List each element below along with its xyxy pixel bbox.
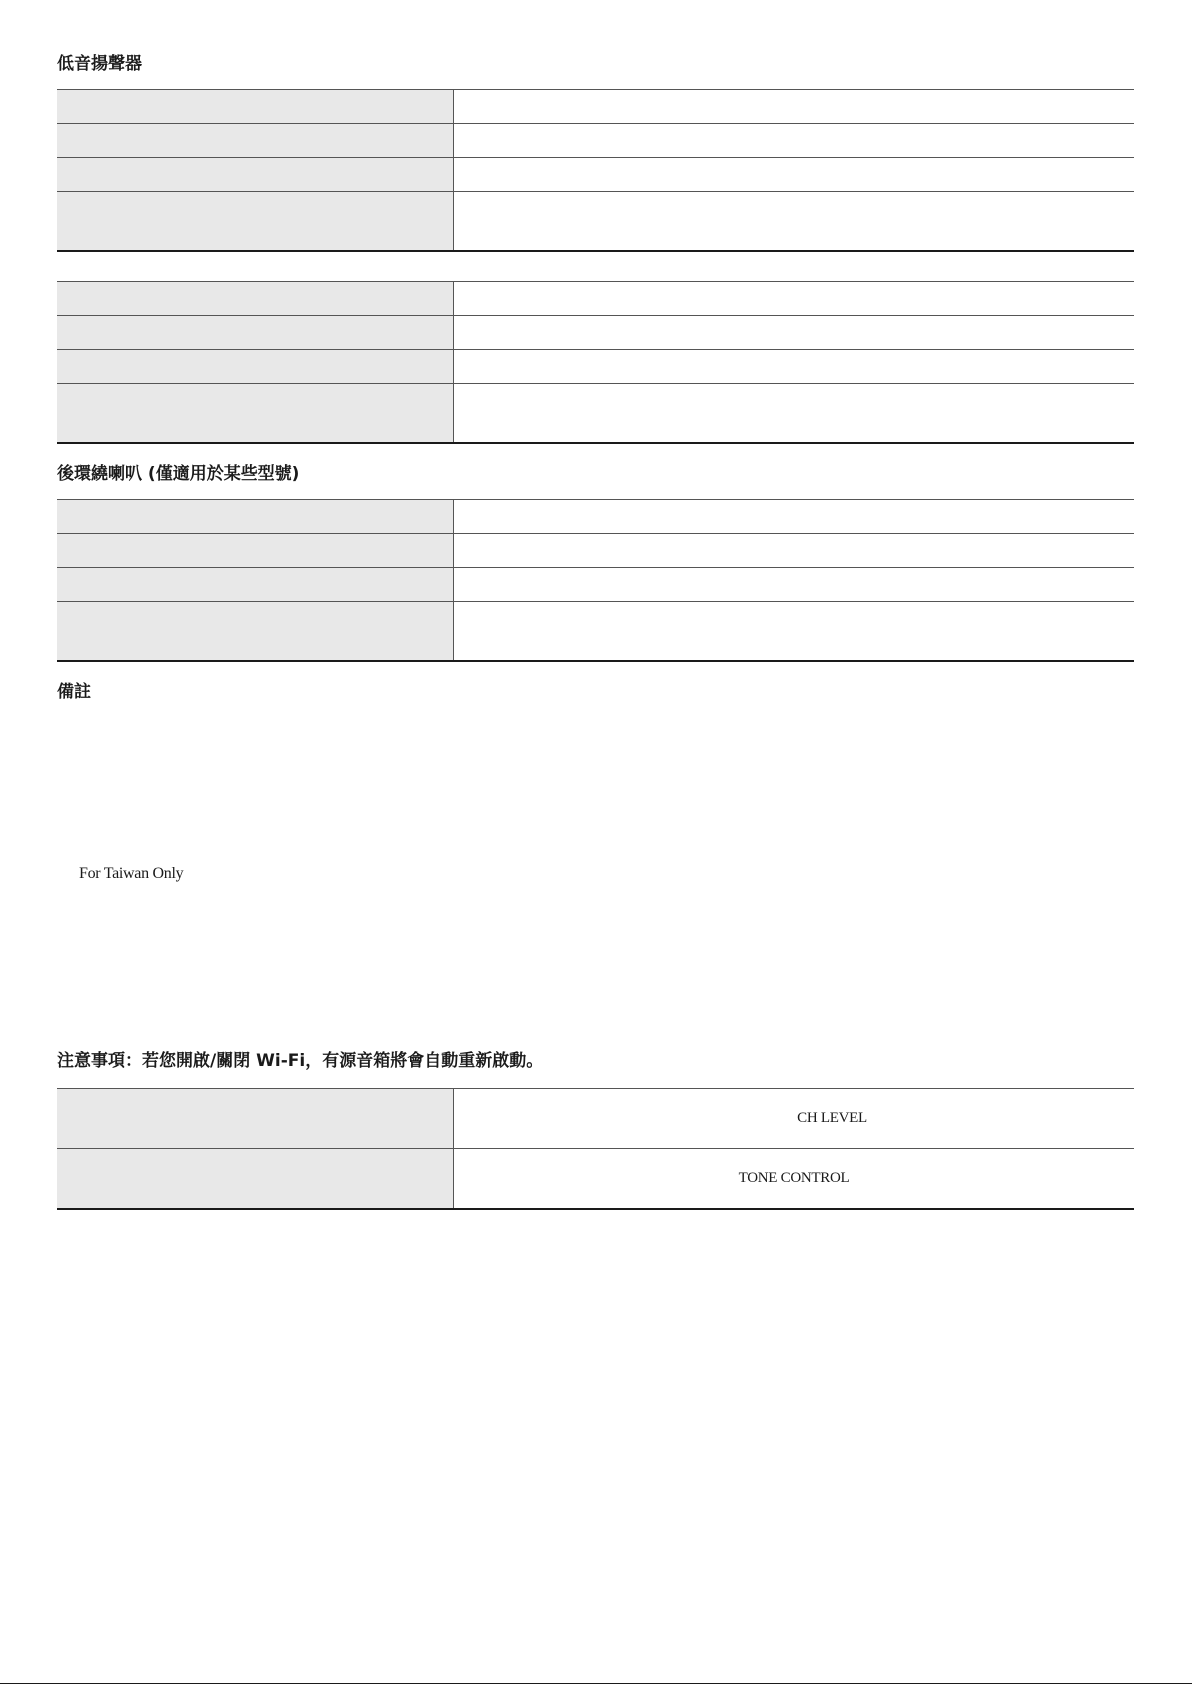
spec-label	[57, 602, 454, 662]
table-row	[57, 124, 1134, 158]
table-row	[57, 1089, 1134, 1149]
table-row	[57, 316, 1134, 350]
spec-value	[454, 384, 1135, 444]
spec-label	[57, 158, 454, 192]
taiwan-only-note: For Taiwan Only	[79, 865, 184, 882]
footer-divider	[0, 1683, 1192, 1684]
spec-label	[57, 316, 454, 350]
spec-value-cell	[454, 1089, 1135, 1149]
spec-label	[57, 350, 454, 384]
spec-label	[57, 568, 454, 602]
notes-heading: 備註	[57, 682, 91, 702]
table-row	[57, 534, 1134, 568]
table-row	[57, 350, 1134, 384]
spec-value	[454, 500, 1135, 534]
spec-label	[57, 192, 454, 252]
wifi-notice-heading: 注意事項：若您開啟/關閉 Wi-Fi，有源音箱將會自動重新啟動。	[57, 1051, 544, 1071]
subwoofer-heading: 低音揚聲器	[57, 54, 142, 74]
table-row	[57, 1149, 1134, 1210]
table-row	[57, 158, 1134, 192]
spec-label	[57, 384, 454, 444]
spec-label	[57, 534, 454, 568]
spec-value	[454, 192, 1135, 252]
spec-label	[57, 500, 454, 534]
rear-surround-heading: 後環繞喇叭 (僅適用於某些型號)	[57, 464, 300, 484]
table-row	[57, 90, 1134, 124]
spec-value	[454, 282, 1135, 316]
table-row	[57, 602, 1134, 662]
table-row	[57, 192, 1134, 252]
spec-value	[454, 534, 1135, 568]
spec-value	[454, 90, 1135, 124]
table-row	[57, 384, 1134, 444]
spec-value	[454, 124, 1135, 158]
spec-label	[57, 1089, 454, 1149]
table-row	[57, 568, 1134, 602]
second-spec-table	[57, 281, 1134, 444]
spec-label	[57, 1149, 454, 1210]
rear-surround-spec-table	[57, 499, 1134, 662]
spec-label	[57, 90, 454, 124]
subwoofer-spec-table	[57, 89, 1134, 252]
ch-level-text: CH LEVEL	[797, 1110, 867, 1126]
spec-label	[57, 124, 454, 158]
spec-value	[454, 158, 1135, 192]
table-row	[57, 500, 1134, 534]
tone-control-text: TONE CONTROL	[738, 1170, 850, 1186]
wifi-spec-table	[57, 1088, 1134, 1210]
spec-value	[454, 602, 1135, 662]
spec-value-cell	[454, 1149, 1135, 1210]
spec-value	[454, 316, 1135, 350]
table-row	[57, 282, 1134, 316]
spec-value	[454, 568, 1135, 602]
spec-value	[454, 350, 1135, 384]
spec-label	[57, 282, 454, 316]
